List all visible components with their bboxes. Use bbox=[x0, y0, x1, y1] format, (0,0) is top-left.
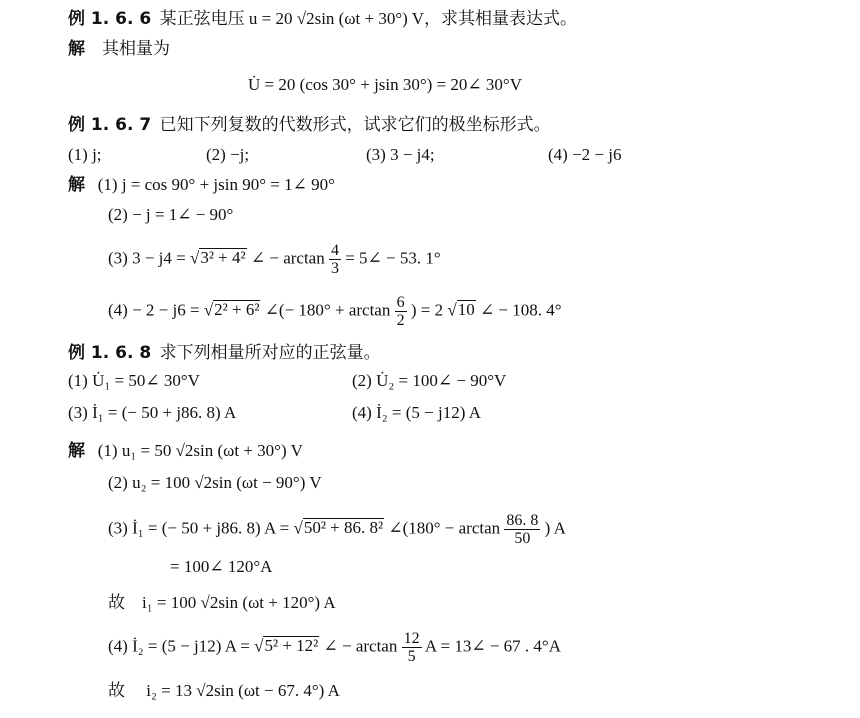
ex166-solution bbox=[68, 38, 170, 60]
ex167-sol1: (1) j = cos 90° + jsin 90° = 1∠ 90° bbox=[97, 175, 335, 194]
ex168-item-4: (4) İ₂ = (5 − j12) A bbox=[352, 403, 481, 422]
ex167-item-1: (1) j; bbox=[68, 145, 102, 164]
ex167-statement bbox=[68, 114, 551, 136]
ex167-sol4-a: (4) − 2 − j6 = bbox=[108, 300, 200, 320]
ex168-sol3-c: ) A bbox=[544, 518, 566, 538]
ex168-sol4-a: (4) İ₂ = (5 − j12) A = bbox=[108, 636, 250, 656]
ex167-sol4-fraction bbox=[395, 294, 407, 329]
ex168-sol2: (2) u₂ = 100 √2sin (ωt − 90°) V bbox=[108, 473, 322, 492]
ex168-sol-label: 解 bbox=[68, 441, 85, 461]
ex168-sol4-b: ∠ − arctan bbox=[323, 636, 398, 656]
ex168-item-1: (1) U̇₁ = 50∠ 30°V bbox=[68, 371, 200, 390]
ex168-title: 例 1. 6. 8 bbox=[68, 343, 152, 363]
ex167-sol4-c: ) = 2 bbox=[410, 300, 444, 320]
ex166-text: 某正弦电压 u = 20 √2sin (ωt + 30°) V，求其相量表达式。 bbox=[159, 9, 578, 28]
ex166-statement bbox=[68, 8, 577, 30]
ex168-item-2: (2) U̇₂ = 100∠ − 90°V bbox=[352, 371, 507, 390]
fraction-denominator: 2 bbox=[396, 312, 405, 329]
ex167-sol4-sqrt: 2² + 6² bbox=[214, 300, 260, 320]
fraction-numerator: 4 bbox=[330, 242, 339, 259]
ex168-gu2 bbox=[108, 680, 340, 702]
ex167-sol3-b: ∠ − arctan bbox=[250, 248, 325, 268]
fraction-denominator: 5 bbox=[407, 648, 416, 665]
ex166-title: 例 1. 6. 6 bbox=[68, 9, 152, 29]
fraction-numerator: 12 bbox=[403, 630, 420, 647]
ex168-sol3-line2: = 100∠ 120°A bbox=[170, 557, 273, 576]
fraction-numerator: 6 bbox=[396, 294, 405, 311]
ex167-sol4-d: ∠ − 108. 4° bbox=[479, 300, 562, 320]
fraction-denominator: 50 bbox=[514, 530, 531, 547]
ex168-item-3: (3) İ₁ = (− 50 + j86. 8) A bbox=[68, 403, 237, 422]
ex168-sol4-sqrt: 5² + 12² bbox=[264, 636, 319, 656]
ex167-sol4-b: ∠(− 180° + arctan bbox=[264, 300, 391, 320]
ex168-gu2-formula: i₂ = 13 √2sin (ωt − 67. 4°) A bbox=[146, 681, 340, 700]
ex167-sol3-c: = 5∠ − 53. 1° bbox=[345, 248, 441, 268]
ex167-title: 例 1. 6. 7 bbox=[68, 115, 152, 135]
fraction-numerator: 86. 8 bbox=[506, 512, 539, 529]
ex167-sol3-a: (3) 3 − j4 = bbox=[108, 248, 186, 268]
ex166-sol-text: 其相量为 bbox=[102, 39, 170, 58]
ex167-solution-1 bbox=[68, 174, 335, 196]
ex166-sol-label: 解 bbox=[68, 39, 85, 59]
ex168-solution-1 bbox=[68, 440, 303, 462]
ex167-item-2: (2) −j; bbox=[206, 145, 250, 164]
ex167-sol4-sqrt2: 10 bbox=[457, 300, 475, 320]
ex167-item-4: (4) −2 − j6 bbox=[548, 145, 622, 164]
ex168-sol1: (1) u₁ = 50 √2sin (ωt + 30°) V bbox=[97, 441, 303, 460]
ex166-formula: U̇ = 20 (cos 30° + jsin 30°) = 20∠ 30°V bbox=[248, 75, 523, 94]
ex168-gu1 bbox=[108, 592, 336, 614]
ex167-item-3: (3) 3 − j4; bbox=[366, 145, 435, 164]
ex167-sol3-fraction bbox=[329, 242, 341, 277]
ex168-statement bbox=[68, 342, 381, 364]
ex168-sol3-a: (3) İ₁ = (− 50 + j86. 8) A = bbox=[108, 518, 290, 538]
ex168-sol3: (3) İ₁ = (− 50 + j86. 8) A = √50² + 86. 8² ∠(180° − arctan $\frac{86. 8}{50}$ ) A bbox=[108, 512, 566, 547]
ex168-gu2-label: 故 bbox=[108, 681, 125, 700]
ex167-sol2: (2) − j = 1∠ − 90° bbox=[108, 205, 234, 224]
ex168-sol4: (4) İ₂ = (5 − j12) A = √5² + 12² ∠ − arctan $\frac{12}{5}$ A = 13∠ − 67 . 4°A bbox=[108, 630, 562, 665]
ex167-sol-label: 解 bbox=[68, 175, 85, 195]
ex168-sol3-sqrt: 50² + 86. 8² bbox=[303, 518, 384, 538]
ex168-sol3-b: ∠(180° − arctan bbox=[388, 518, 501, 538]
ex168-gu1-formula: i₁ = 100 √2sin (ωt + 120°) A bbox=[142, 593, 336, 612]
ex168-text: 求下列相量所对应的正弦量。 bbox=[159, 343, 381, 362]
ex168-gu1-label: 故 bbox=[108, 593, 125, 612]
ex167-sol3-sqrt: 3² + 4² bbox=[200, 248, 246, 268]
ex168-sol4-c: A = 13∠ − 67 . 4°A bbox=[424, 636, 562, 656]
ex168-sol4-fraction bbox=[402, 630, 422, 665]
ex168-sol3-fraction bbox=[504, 512, 540, 547]
ex167-text: 已知下列复数的代数形式，试求它们的极坐标形式。 bbox=[159, 115, 551, 134]
ex167-sol4: (4) − 2 − j6 = √2² + 6² ∠(− 180° + arctan $\frac{6}{2}$ ) = 2 √10 ∠ − 108. 4° bbox=[108, 294, 562, 329]
fraction-denominator: 3 bbox=[330, 260, 339, 277]
ex167-sol3: (3) 3 − j4 = √3² + 4² ∠ − arctan $\frac{4}{3}$ = 5∠ − 53. 1° bbox=[108, 242, 441, 277]
